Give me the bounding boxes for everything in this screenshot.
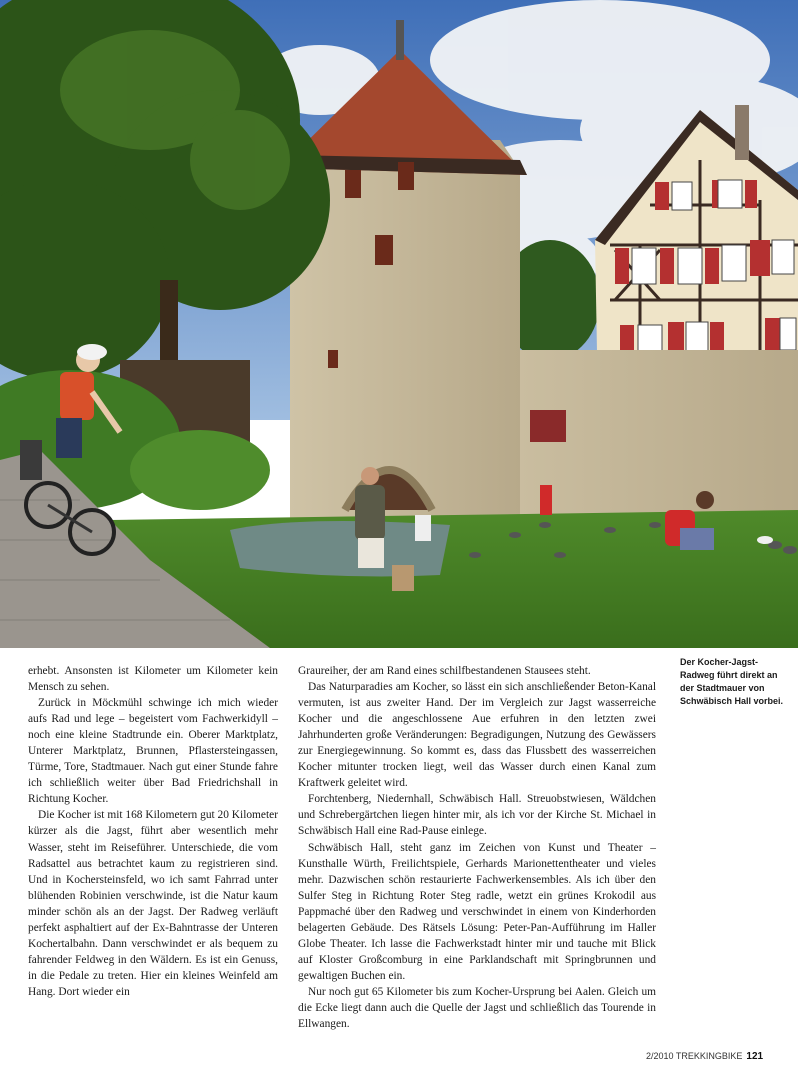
paragraph: erhebt. Ansonsten ist Kilometer um Kilometer kein Mensch zu sehen. [28, 665, 278, 694]
article-column-2 [298, 663, 656, 1032]
page-number: 121 [746, 1051, 764, 1062]
paragraph: Nur noch gut 65 Kilometer bis zum Kocher-Ursprung bei Aalen. Gleich um die Ecke liegt dann auch die Quelle der Jagst und schließlich das Tourende in Ellwangen. [298, 985, 656, 1031]
paragraph: Forchtenberg, Niedernhall, Schwäbisch Hall. Streuobstwiesen, Wäldchen und Schrebergärtchen liegen hinter mir, als ich vor der Kirche St. Michael in Schwäbisch Hall eine Rad-Pause einlege. [298, 793, 656, 838]
page-footer [646, 1051, 786, 1062]
photo-caption: Der Kocher-Jagst-Radweg führt direkt an der Stadtmauer von Schwäbisch Hall vorbei. [680, 657, 784, 706]
paragraph: Zurück in Möckmühl schwinge ich mich wieder aufs Rad und lege – begeistert vom Fachwerkidyll – noch eine kleine Stadtrunde ein. Oberer Marktplatz, Unterer Marktplatz, Brunnen, Pflastersteingassen, Türme, Tore, Stadtmauer. Nach gut einer Stunde fahre ich schließlich weiter über Bad Friedrichshall in Richtung Kocher. [28, 697, 278, 806]
paragraph: Die Kocher ist mit 168 Kilometern gut 20 Kilometer kürzer als die Jagst, führt aber wesentlich mehr Wasser, steht im Reiseführer. Unterschiede, die vom Radsattel aus betrachtet kaum zu registrieren sind. Und in Kochersteinsfeld, wo ich samt Fahrrad unter blühenden Robinien verschwinde, ist die Natur kaum minder schön als an der Jagst. Der Radweg verläuft perfekt asphaltiert auf der Ex-Bahntrasse der Unteren Kochertalbahn. Dann verschwindet er als bequem zu fahrender Feldweg in den Wäldern. Es ist ein Genuss, in die Pedale zu treten. Hier ein kleines Weinfeld am Hang. Dort wieder ein [28, 809, 278, 998]
issue-label: 2/2010 TREKKINGBIKE [646, 1051, 743, 1061]
paragraph: Schwäbisch Hall, steht ganz im Zeichen von Kunst und Theater – Kunsthalle Würth, Freilichtspiele, Gerhards Marionettentheater und vieles mehr. Dazwischen schön restaurierte Fachwerkensembles. Als ich über den Sulfer Steg in Richtung Roter Steg radle, wetzt ein grünes Krokodil aus Pappmaché über den Radweg und verschwindet in einem von Kinderhorden belagerten Gebäude. Des Rätsels Lösung: Peter-Pan-Aufführung im Haller Globe Theater. Ich lasse die Fachwerkstadt hinter mir und tauche mit Blick auf Kloster Großcomburg in eine Parklandschaft mit Springbrunnen und gewaltigen Buchen ein. [298, 841, 656, 982]
paragraph: Graureiher, der am Rand eines schilfbestandenen Stausees steht. [298, 665, 591, 677]
article-column-1 [28, 663, 278, 1000]
paragraph: Das Naturparadies am Kocher, so lässt ein sich anschließender Beton-Kanal vermuten, ist aus zweiter Hand. Der im Vergleich zur Jagst wasserreiche Kocher und die angeschlossene Aue erfuhren in den letzten zwei Jahrhunderten große Veränderungen: Begradigungen, Nutzung des Gewässers zur Energiegewinnung. So kommt es, dass das Flussbett des wasserreichen Kocher mitunter trocken liegt, weil das Wasser durch einen Kanal zum Kraftwerk geleitet wird. [298, 681, 656, 790]
